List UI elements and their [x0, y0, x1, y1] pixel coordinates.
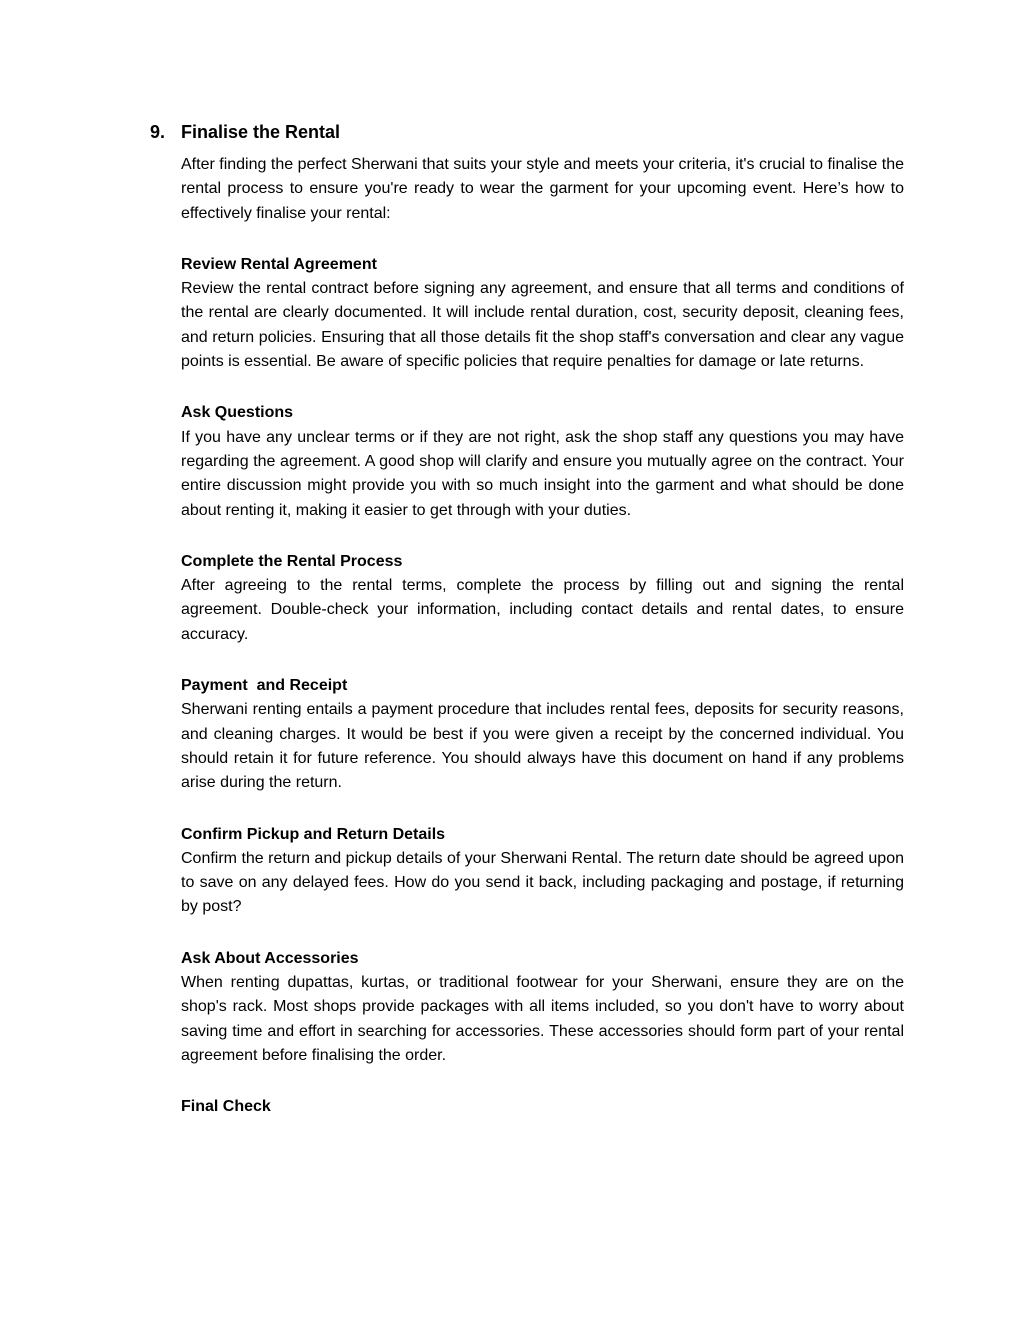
section-heading	[150, 120, 340, 144]
subsection-body: Review the rental contract before signing any agreement, and ensure that all terms and conditions of the rental are clearly documented. It will include rental duration, cost, security deposit, cleaning fees, and return policies. Ensuring that all those details fit the shop staff's conversation and clear any vague points is essential. Be aware of specific policies that require penalties for damage or late returns.	[181, 280, 904, 371]
subsection-review-rental-agreement	[181, 253, 904, 374]
section-title: Finalise the Rental	[181, 122, 341, 142]
subsection-body: After agreeing to the rental terms, complete the process by filling out and signing the rental agreement. Double-check your information, including contact details and rental dates, to ensure accuracy.	[181, 577, 904, 643]
subsection-body: Confirm the return and pickup details of your Sherwani Rental. The return date should be agreed upon to save on any delayed fees. How do you send it back, including packaging and postage, if returning by post?	[181, 849, 904, 916]
subsection-title: Ask Questions	[181, 404, 294, 422]
subsection-final-check	[181, 1095, 904, 1119]
subsection-body: If you have any unclear terms or if they are not right, ask the shop staff any questions you may have regarding the agreement. A good shop will clarify and ensure you mutually agree on the contract. Your entire discussion might provide you with so much insight into the garment and what should be done about renting it, making it easier to get through with your duties.	[181, 428, 904, 519]
subsection-ask-questions	[181, 401, 904, 522]
section-content	[181, 153, 904, 1147]
subsection-body: Sherwani renting entails a payment procedure that includes rental fees, deposits for security reasons, and cleaning charges. It would be best if you were given a receipt by the concerned individual. You should retain it for future reference. You should always have this document on hand if any problems arise during the return.	[181, 701, 904, 792]
subsection-confirm-pickup-return	[181, 823, 904, 920]
subsection-body: When renting dupattas, kurtas, or traditional footwear for your Sherwani, ensure they are on the shop's rack. Most shops provide packages with all items included, so you don't have to worry about saving time and effort in searching for accessories. These accessories should form part of your rental agreement before finalising the order.	[181, 974, 904, 1064]
subsection-complete-rental-process	[181, 550, 904, 647]
subsection-title: Review Rental Agreement	[181, 255, 377, 273]
subsection-title: Final Check	[181, 1098, 271, 1116]
section-number: 9.	[150, 122, 166, 142]
subsection-title: Confirm Pickup and Return Details	[181, 825, 446, 843]
subsection-ask-about-accessories	[181, 947, 904, 1068]
subsection-payment-and-receipt	[181, 674, 904, 795]
intro-paragraph: After finding the perfect Sherwani that suits your style and meets your criteria, it's crucial to finalise the rental process to ensure you're ready to wear the garment for your upcoming event. Here’s how to effectively finalise your rental:	[181, 156, 904, 222]
subsection-title: Ask About Accessories	[181, 949, 359, 967]
subsection-title: Complete the Rental Process	[181, 552, 403, 570]
subsection-title: Payment and Receipt	[181, 677, 348, 695]
